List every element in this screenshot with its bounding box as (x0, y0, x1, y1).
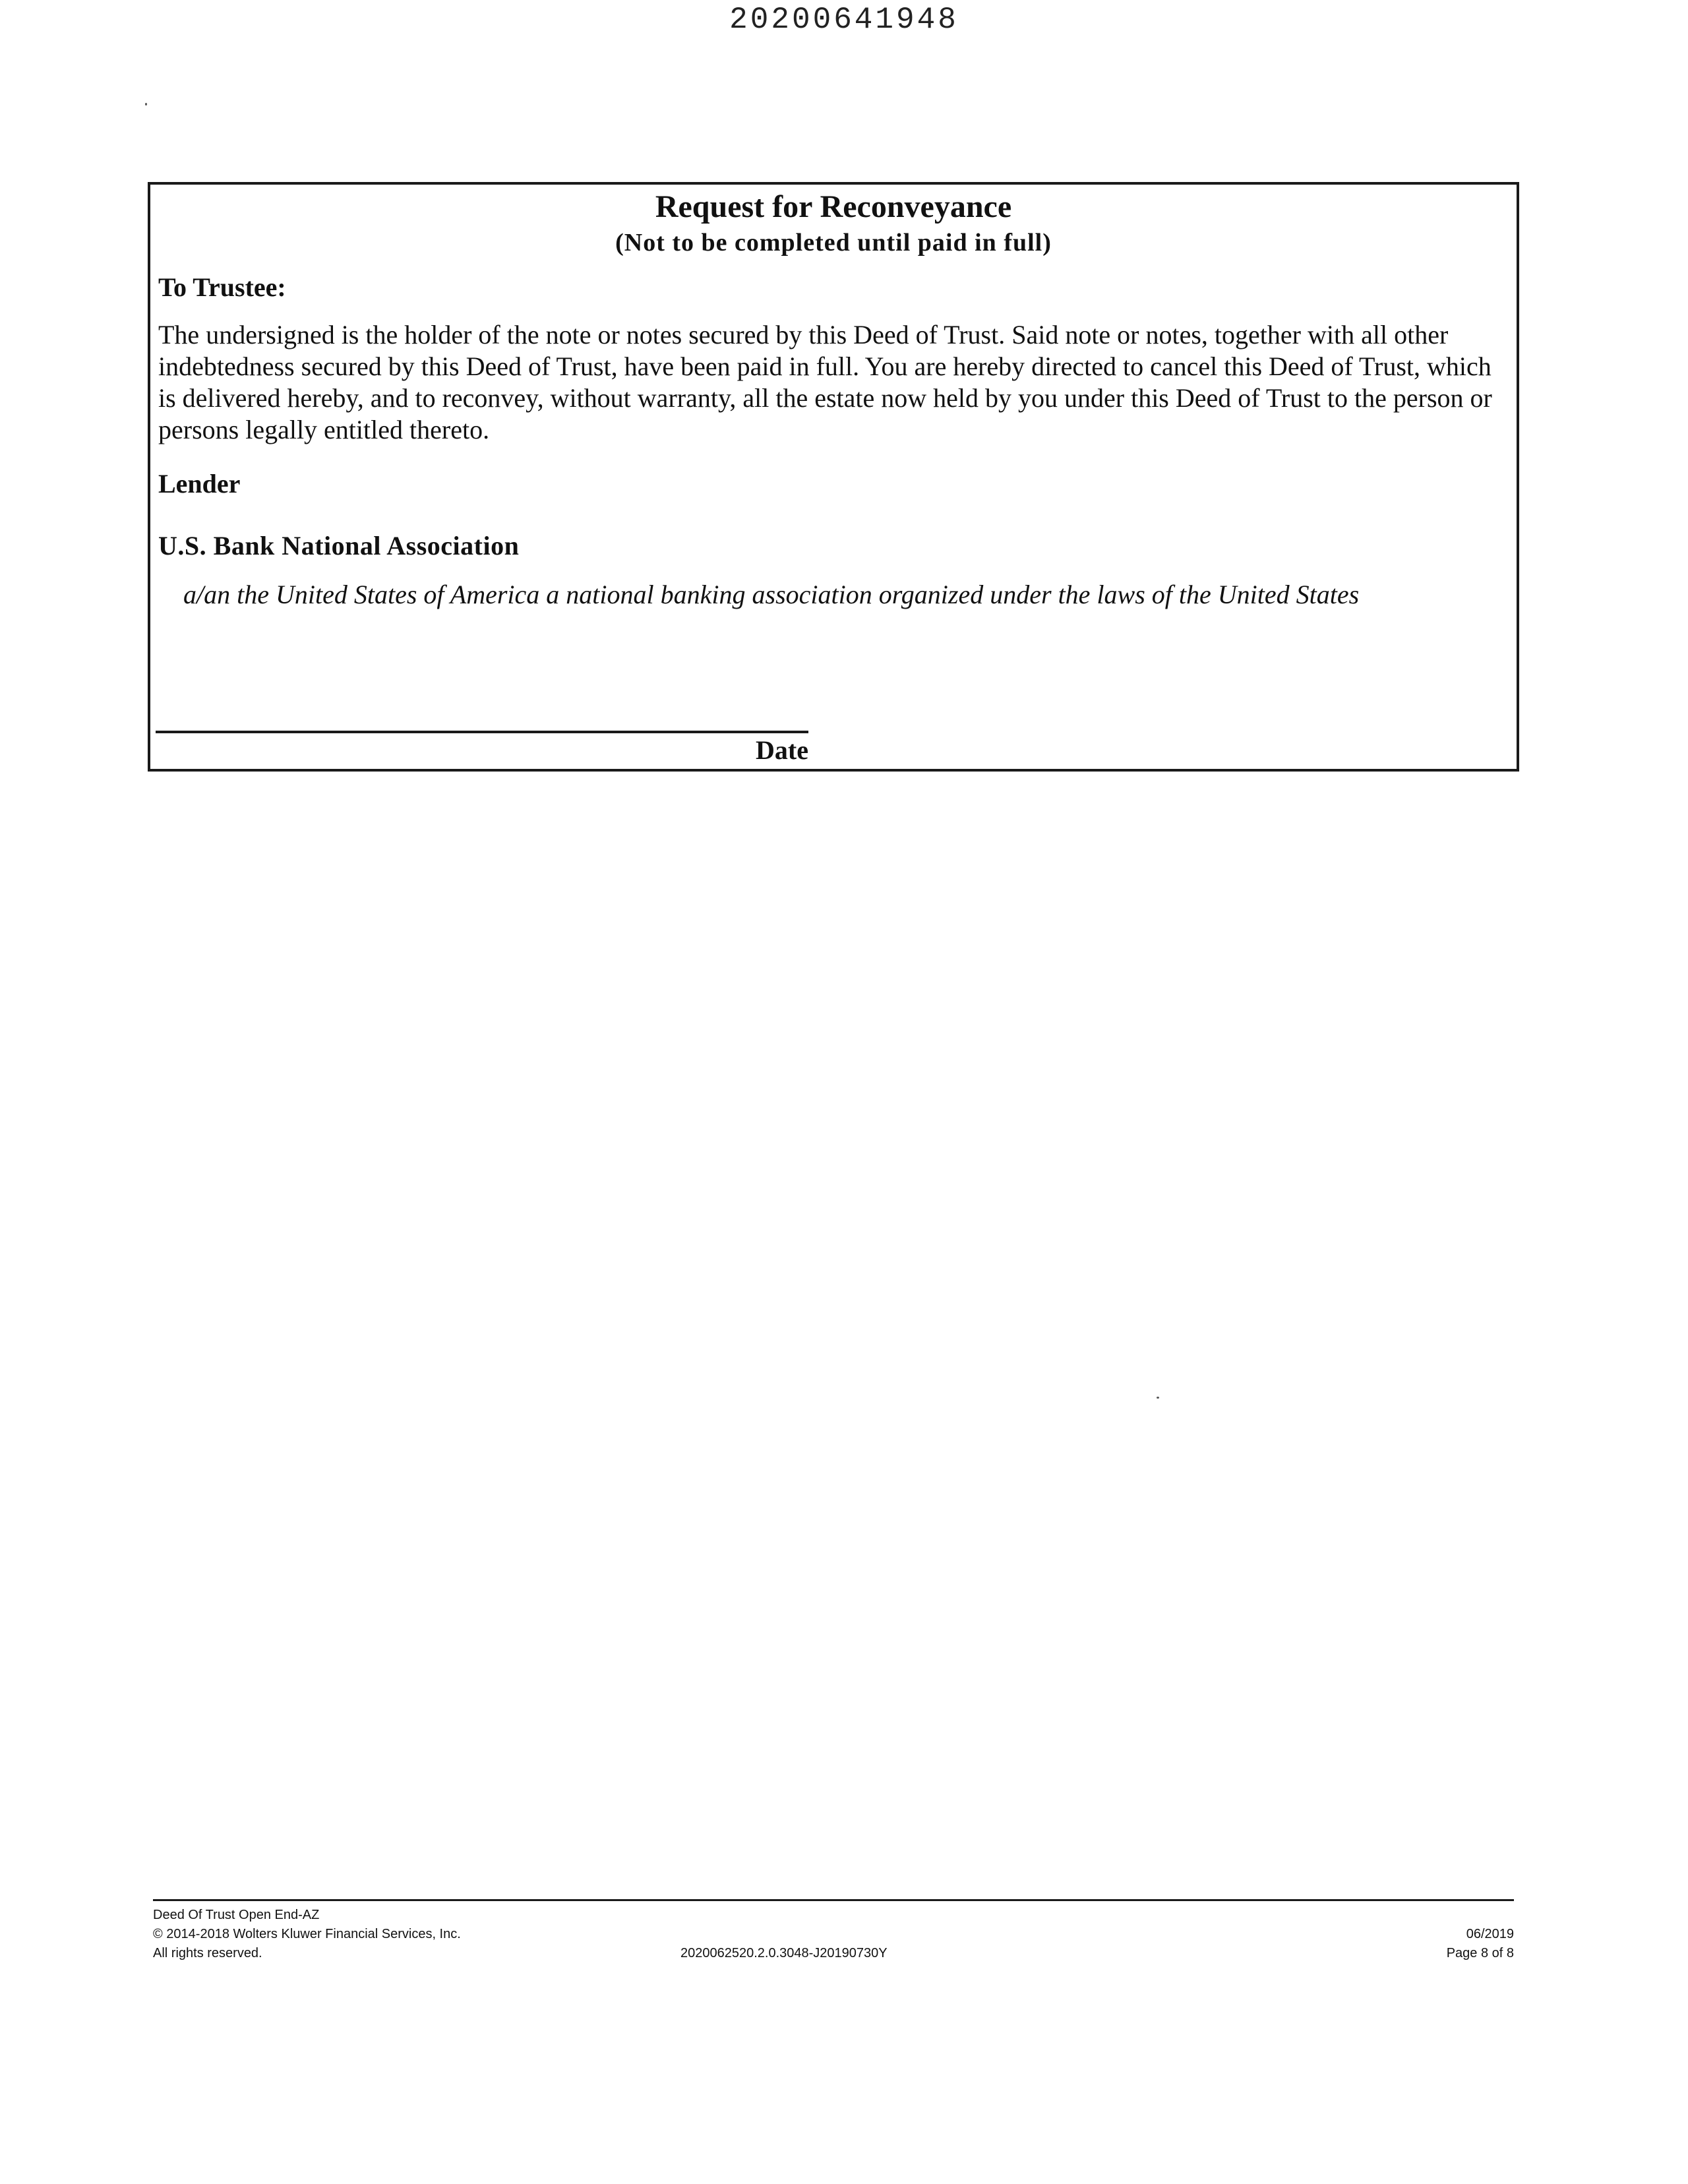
to-trustee-label: To Trustee: (158, 272, 286, 302)
footer-rights: All rights reserved. (153, 1946, 262, 1960)
lender-label: Lender (158, 469, 241, 499)
section-title: Request for Reconveyance (655, 189, 1012, 224)
footer-page-number: Page 8 of 8 (1446, 1946, 1514, 1960)
footer-form-name: Deed Of Trust Open End-AZ (153, 1908, 320, 1922)
lender-description: a/an the United States of America a national banking association organized under the laws of the United States (183, 580, 1360, 609)
footer-divider (153, 1899, 1514, 1901)
signature-line (156, 731, 808, 733)
reconveyance-body: The undersigned is the holder of the note or notes secured by this Deed of Trust. Said note or notes, together with all other indebtedness secured by this Deed of Trust, have been paid in full. You are hereby directed to cancel this Deed of Trust, which is delivered hereby, and to reconvey, without warranty, all the estate now held by you under this Deed of Trust to the person or persons legally entitled thereto. (158, 320, 1492, 444)
footer-form-date: 06/2019 (1466, 1927, 1514, 1941)
scan-speck (1157, 1397, 1159, 1399)
footer-left (153, 1906, 461, 1963)
recording-number: 20200641948 (729, 3, 959, 37)
footer-right (1447, 1925, 1514, 1963)
scan-speck (145, 103, 147, 106)
date-label: Date (756, 735, 808, 765)
footer-doc-id: 2020062520.2.0.3048-J20190730Y (680, 1946, 888, 1960)
section-subtitle: (Not to be completed until paid in full) (615, 229, 1052, 257)
footer-copyright: © 2014-2018 Wolters Kluwer Financial Services, Inc. (153, 1927, 461, 1941)
lender-name: U.S. Bank National Association (158, 531, 520, 561)
request-for-reconveyance-box (148, 182, 1519, 772)
